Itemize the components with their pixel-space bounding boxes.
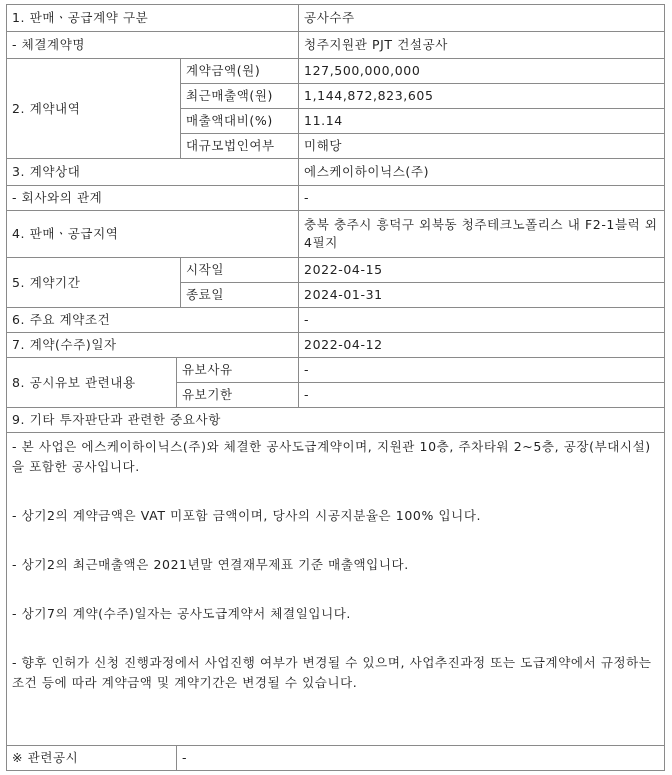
row-other-matters <box>7 408 665 433</box>
contract-type-label: 1. 판매ㆍ공급계약 구분 <box>7 5 299 32</box>
row-notes <box>7 433 665 746</box>
large-corp-label: 대규모법인여부 <box>181 134 299 159</box>
contract-disclosure-table <box>6 4 665 771</box>
deferral-reason-value: - <box>299 358 665 383</box>
row-start-date <box>7 258 665 283</box>
row-supply-region <box>7 211 665 258</box>
contract-amount-label: 계약금액(원) <box>181 59 299 84</box>
end-date-label: 종료일 <box>181 283 299 308</box>
large-corp-value: 미해당 <box>299 134 665 159</box>
contract-date-label: 7. 계약(수주)일자 <box>7 333 299 358</box>
contract-type-value: 공사수주 <box>299 5 665 32</box>
sales-ratio-value: 11.14 <box>299 109 665 134</box>
start-date-label: 시작일 <box>181 258 299 283</box>
deferral-reason-label: 유보사유 <box>177 358 299 383</box>
notes-cell <box>7 433 665 746</box>
deferral-period-value: - <box>299 383 665 408</box>
row-contract-name <box>7 32 665 59</box>
row-related-disclosure <box>7 746 665 771</box>
row-counterparty <box>7 159 665 186</box>
end-date-value: 2024-01-31 <box>299 283 665 308</box>
counterparty-value: 에스케이하이닉스(주) <box>299 159 665 186</box>
row-deferral-reason <box>7 358 665 383</box>
contract-name-label: - 체결계약명 <box>7 32 299 59</box>
supply-region-label: 4. 판매ㆍ공급지역 <box>7 211 299 258</box>
related-disclosure-label: ※ 관련공시 <box>7 746 177 771</box>
supply-region-value: 충북 충주시 흥덕구 외북동 청주테크노폴리스 내 F2-1블럭 외 4필지 <box>299 211 665 258</box>
other-matters-label: 9. 기타 투자판단과 관련한 중요사항 <box>7 408 665 433</box>
note-paragraph: - 상기2의 계약금액은 VAT 미포함 금액이며, 당사의 시공지분율은 100% 입니다. <box>12 508 482 523</box>
relation-value: - <box>299 186 665 211</box>
recent-sales-value: 1,144,872,823,605 <box>299 84 665 109</box>
row-contract-type <box>7 5 665 32</box>
row-relation <box>7 186 665 211</box>
contract-date-value: 2022-04-12 <box>299 333 665 358</box>
relation-label: - 회사와의 관계 <box>7 186 299 211</box>
related-disclosure-value: - <box>177 746 665 771</box>
note-paragraph: - 향후 인허가 신청 진행과정에서 사업진행 여부가 변경될 수 있으며, 사업추진과정 또는 도급계약에서 규정하는 조건 등에 따라 계약금액 및 계약기간은 변경될 수 있습니다. <box>12 655 652 690</box>
deferral-label: 8. 공시유보 관련내용 <box>7 358 177 408</box>
contract-details-label: 2. 계약내역 <box>7 59 181 159</box>
contract-amount-value: 127,500,000,000 <box>299 59 665 84</box>
contract-name-value: 청주지원관 PJT 건설공사 <box>299 32 665 59</box>
row-contract-amount <box>7 59 665 84</box>
recent-sales-label: 최근매출액(원) <box>181 84 299 109</box>
row-main-conditions <box>7 308 665 333</box>
note-paragraph: - 본 사업은 에스케이하이닉스(주)와 체결한 공사도급계약이며, 지원관 10층, 주차타워 2~5층, 공장(부대시설)을 포함한 공사입니다. <box>12 439 651 474</box>
main-conditions-label: 6. 주요 계약조건 <box>7 308 299 333</box>
contract-period-label: 5. 계약기간 <box>7 258 181 308</box>
deferral-period-label: 유보기한 <box>177 383 299 408</box>
main-conditions-value: - <box>299 308 665 333</box>
note-paragraph: - 상기7의 계약(수주)일자는 공사도급계약서 체결일입니다. <box>12 606 352 621</box>
sales-ratio-label: 매출액대비(%) <box>181 109 299 134</box>
note-paragraph: - 상기2의 최근매출액은 2021년말 연결재무제표 기준 매출액입니다. <box>12 557 409 572</box>
counterparty-label: 3. 계약상대 <box>7 159 299 186</box>
row-contract-date <box>7 333 665 358</box>
start-date-value: 2022-04-15 <box>299 258 665 283</box>
